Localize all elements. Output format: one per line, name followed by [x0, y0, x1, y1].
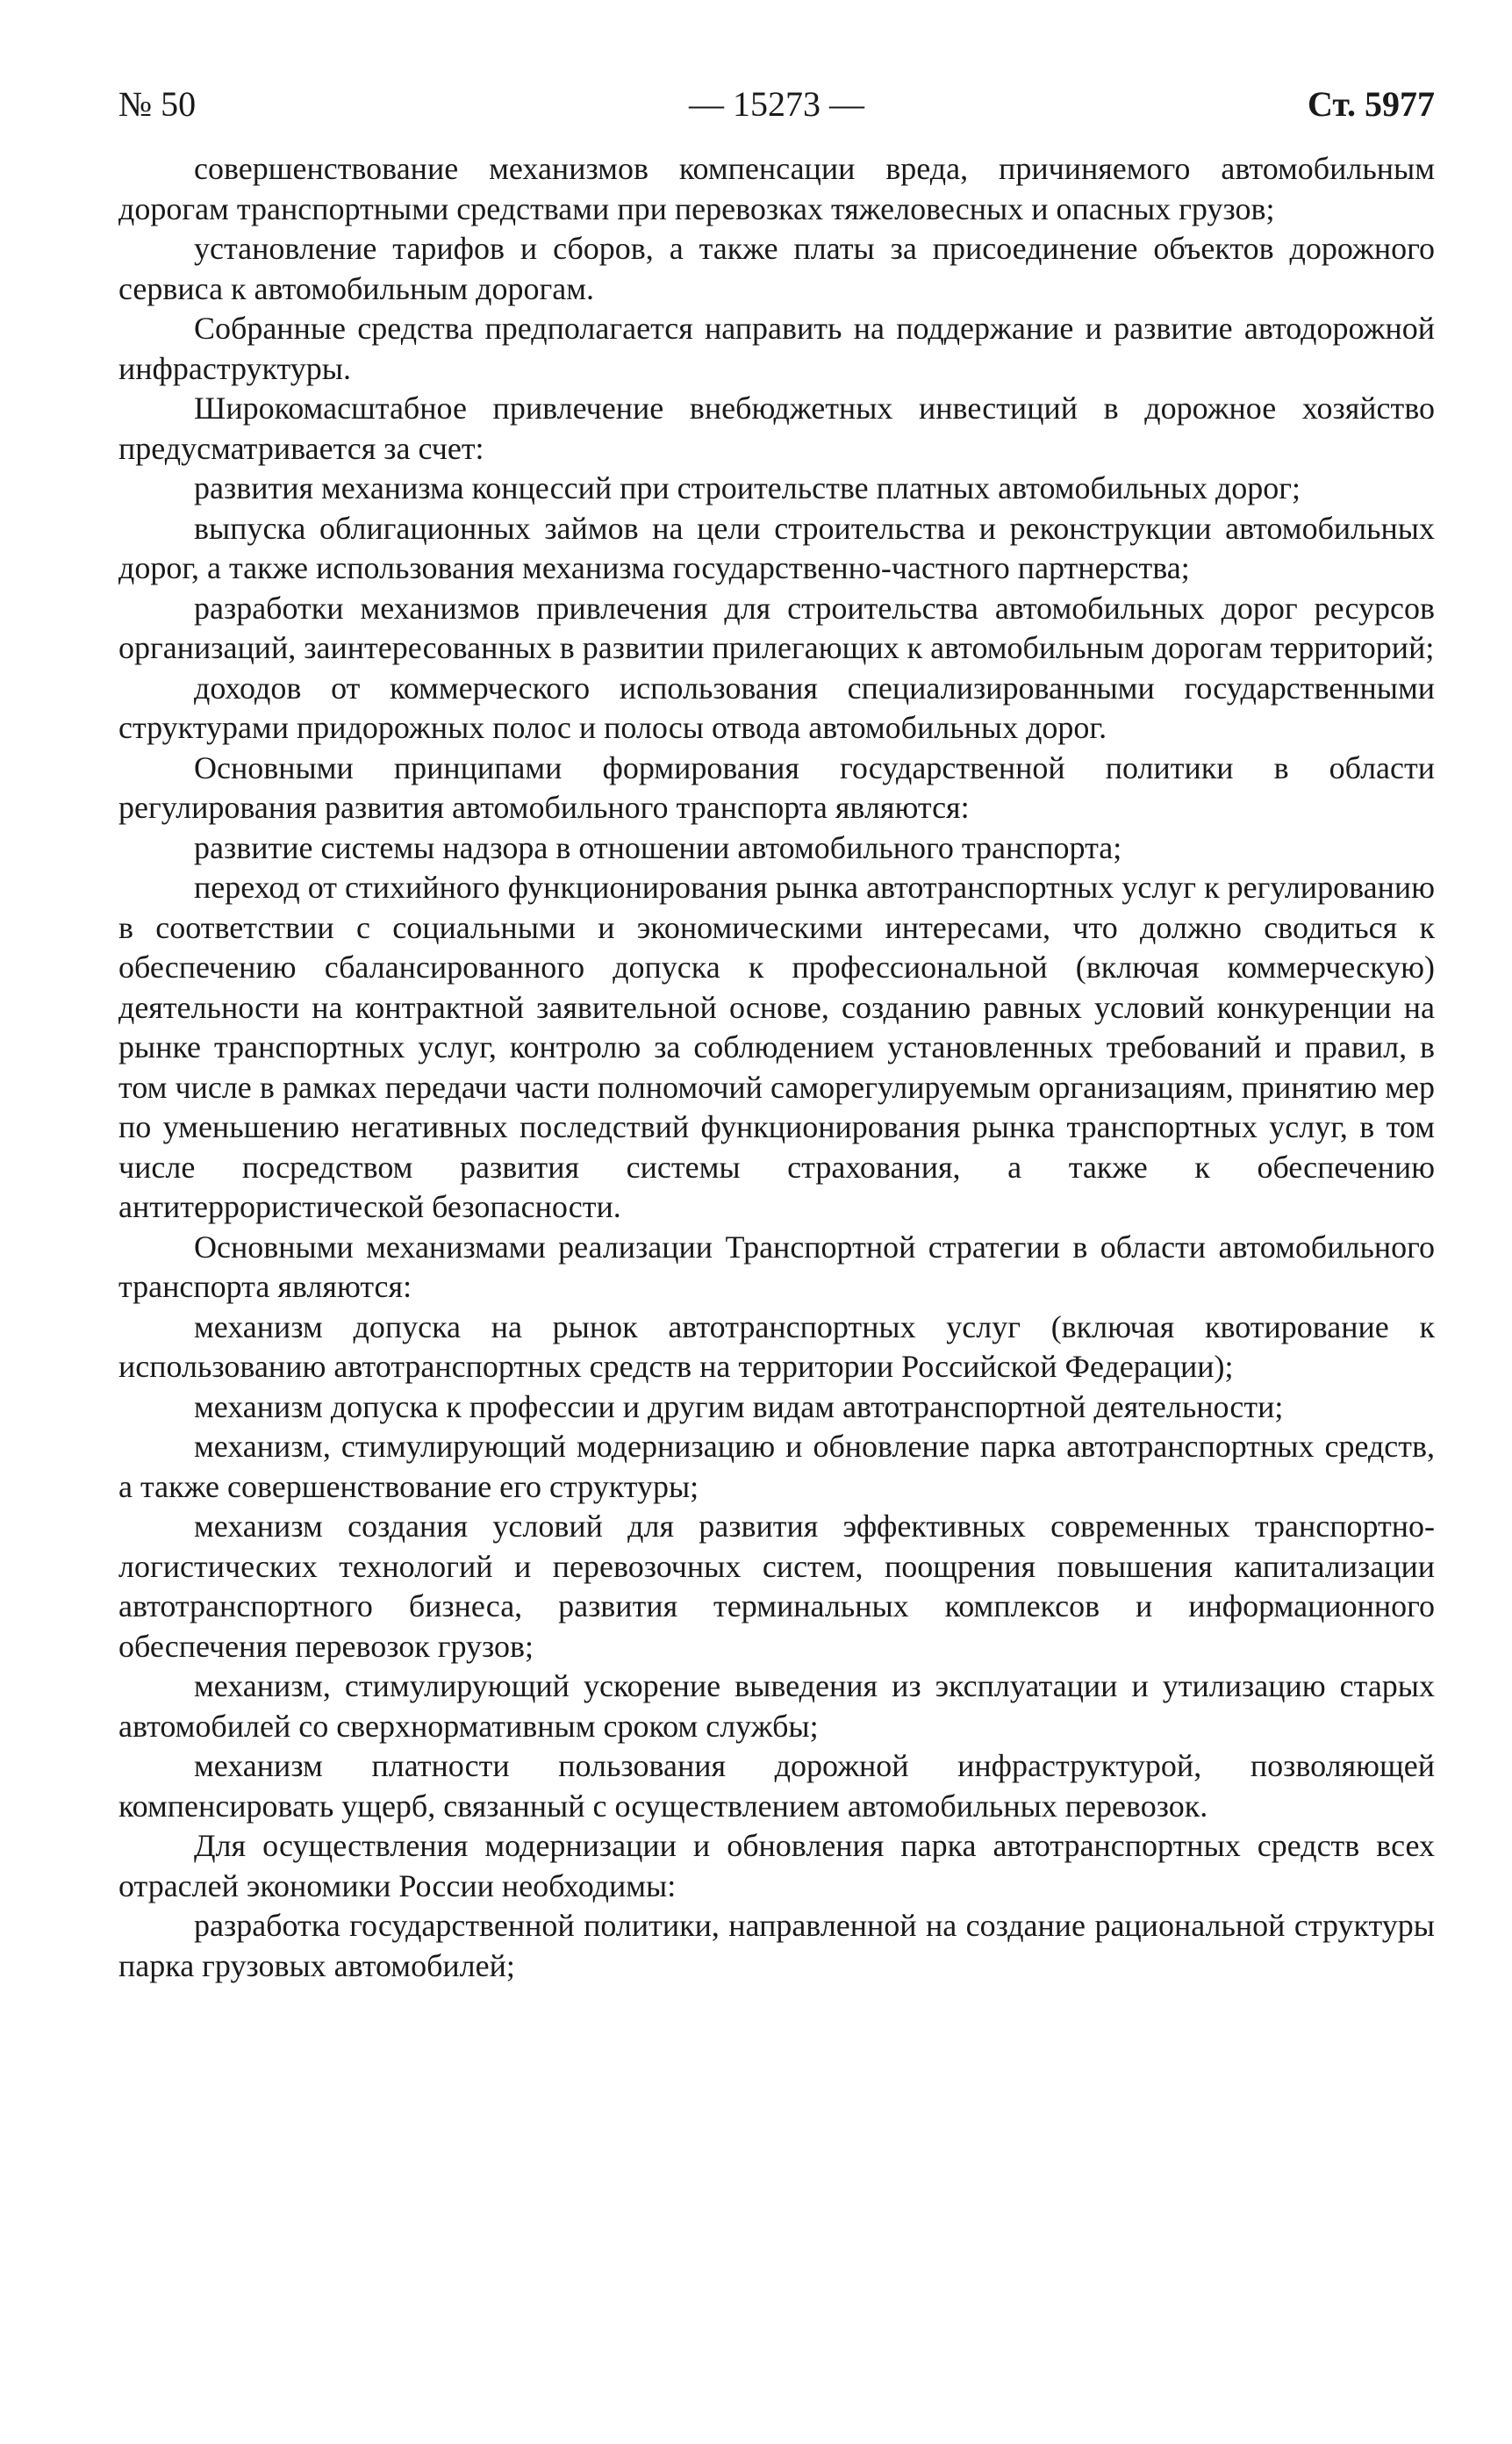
- document-body: [118, 149, 1435, 1986]
- page-number: — 15273 —: [689, 84, 864, 124]
- paragraph: механизм платности пользования дорожной инфраструктурой, позволяющей компенсировать ущерб, связанный с осуществлением автомобильных перевозок.: [118, 1748, 1435, 1824]
- paragraph: разработки механизмов привлечения для строительства автомобильных дорог ресурсов организаций, заинтересованных в развитии прилегающих к автомобильным дорогам территорий;: [118, 590, 1435, 665]
- paragraph: развития механизма концессий при строительстве платных автомобильных дорог;: [194, 470, 1301, 505]
- paragraph: механизм, стимулирующий ускорение выведения из эксплуатации и утилизацию старых автомобилей со сверхнормативным сроком службы;: [118, 1668, 1435, 1744]
- article-number: Ст. 5977: [1308, 84, 1435, 124]
- paragraph: механизм, стимулирующий модернизацию и обновление парка автотранспортных средств, а также совершенствование его структуры;: [118, 1429, 1435, 1504]
- paragraph: выпуска облигационных займов на цели строительства и реконструкции автомобильных дорог, а также использования механизма государственно-частного партнерства;: [118, 510, 1435, 585]
- document-page: [118, 77, 1435, 1986]
- paragraph: доходов от коммерческого использования специализированными государственными структурами придорожных полос и полосы отвода автомобильных дорог.: [118, 670, 1435, 745]
- paragraph: Широкомасштабное привлечение внебюджетных инвестиций в дорожное хозяйство предусматривается за счет:: [118, 391, 1435, 466]
- paragraph: Основными принципами формирования государственной политики в области регулирования развития автомобильного транспорта являются:: [118, 749, 1435, 825]
- paragraph: Основными механизмами реализации Транспортной стратегии в области автомобильного транспорта являются:: [118, 1229, 1435, 1304]
- page-header: [118, 77, 1435, 132]
- paragraph: Для осуществления модернизации и обновления парка автотранспортных средств всех отраслей экономики России необходимы:: [118, 1828, 1435, 1903]
- paragraph: механизм допуска к профессии и другим видам автотранспортной деятельности;: [194, 1388, 1284, 1424]
- issue-number: № 50: [118, 84, 197, 124]
- paragraph: совершенствование механизмов компенсации вреда, причиняемого автомобильным дорогам транспортными средствами при перевозках тяжеловесных и опасных грузов;: [118, 151, 1435, 226]
- paragraph: развитие системы надзора в отношении автомобильного транспорта;: [194, 829, 1122, 865]
- paragraph: разработка государственной политики, направленной на создание рациональной структуры парка грузовых автомобилей;: [118, 1908, 1435, 1983]
- paragraph: Собранные средства предполагается направить на поддержание и развитие автодорожной инфраструктуры.: [118, 311, 1435, 386]
- paragraph: механизм допуска на рынок автотранспортных услуг (включая квотирование к использованию автотранспортных средств на территории Российской Федерации);: [118, 1308, 1435, 1384]
- paragraph: установление тарифов и сборов, а также платы за присоединение объектов дорожного сервиса к автомобильным дорогам.: [118, 231, 1435, 306]
- paragraph: переход от стихийного функционирования рынка автотранспортных услуг к регулированию в соответствии с социальными и экономическими интересами, что должно сводиться к обеспечению сбалансированного допуска к профессиональной (включая коммерческую) деятельности на контрактной заявительной основе, созданию равных условий конкуренции на рынке транспортных услуг, контролю за соблюдением установленных требований и правил, в том числе в рамках передачи части полномочий саморегулируемым организациям, принятию мер по уменьшению негативных последствий функционирования рынка транспортных услуг, в том числе посредством развития системы страхования, а также к обеспечению антитеррористической безопасности.: [118, 870, 1435, 1224]
- paragraph: механизм создания условий для развития эффективных современных транспортно-логистических технологий и перевозочных систем, поощрения повышения капитализации автотранспортного бизнеса, развития терминальных комплексов и информационного обеспечения перевозок грузов;: [118, 1509, 1435, 1664]
